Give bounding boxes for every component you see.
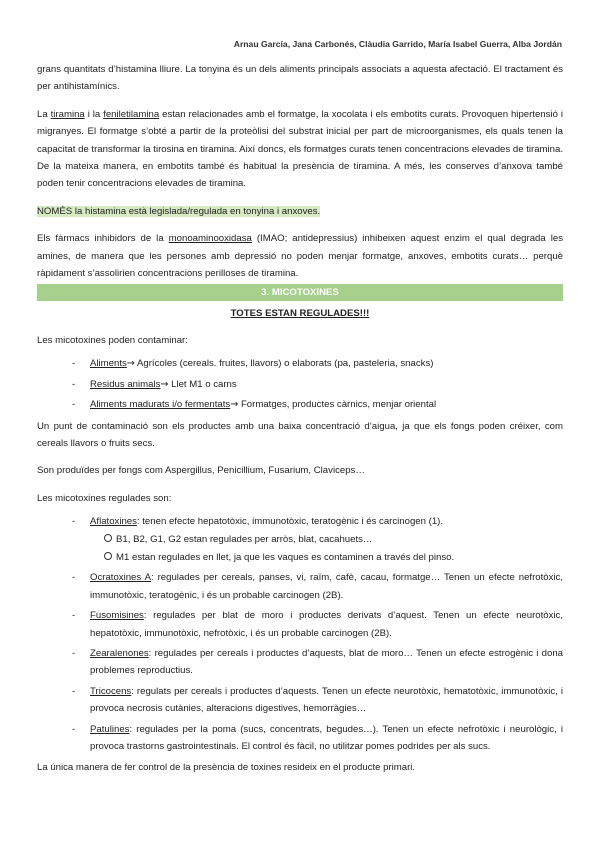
text: La bbox=[37, 108, 51, 120]
list-term: Aliments madurats i/o fermentats bbox=[90, 399, 231, 411]
list-item bbox=[90, 683, 563, 718]
sub-item bbox=[90, 531, 563, 548]
toxin-text: : regulades per la poma (sucs, concentrats, begudes…). Tenen un efecte nefrotòxic i neurològic, i provoca trastorns gastrointestinals. El control és fàcil, no utilitzar pomes podrides per als sucs. bbox=[90, 723, 563, 752]
toxin-name: Tricocens bbox=[90, 685, 132, 697]
toxin-text: : tenen efecte hepatotòxic, immunotòxic, teratogènic i és carcinogen (1). bbox=[136, 516, 444, 528]
toxin-name: Patulines bbox=[90, 723, 130, 735]
paragraph-fungi: Son produïdes per fongs com Aspergillus, Penicillium, Fusarium, Claviceps… bbox=[37, 465, 365, 477]
contamination-list bbox=[37, 355, 563, 413]
toxin-text: : regulades per cereals i productes d’aquests, blat de moro… Tenen un efecte estrogènic i dona problemes reproductius. bbox=[90, 647, 563, 677]
list-item bbox=[90, 396, 563, 413]
highlighted-note: NOMÉS la histamina està legislada/regulada en tonyina i anxoves. bbox=[37, 205, 321, 217]
term-tiramina: tiramina bbox=[50, 108, 85, 120]
paragraph-highlight bbox=[37, 203, 563, 220]
paragraph-water: Un punt de contaminació son els productes amb una baixa concentració d’aigua, ja que els fongs poden créixer, com cereals llavors o fruits secs. bbox=[37, 420, 563, 449]
toxin-text: : regulats per cereals i productes d’aquests. Tenen un efecte neurotòxic, hematotòxic, immunotòxic, i provoca necrosis cutànies, alteracions digestives, hemorràgies… bbox=[90, 685, 563, 715]
paragraph-tyramine bbox=[37, 106, 563, 193]
toxin-text: : regulades per blat de moro i productes derivats d’aquest. Tenen un efecte neurotòxic, hepatotòxic, immunotòxic, nefrotòxic, i és un probable carcinogen (2B). bbox=[90, 610, 563, 639]
toxin-list bbox=[37, 513, 563, 755]
list-item bbox=[90, 721, 563, 756]
list-text: Llet M1 o carns bbox=[168, 378, 237, 390]
toxin-text: : regulades per cereals, panses, vi, raïm, cafè, cacau, formatge… Tenen un efecte nefrotòxic, immunotòxic, teratogènic, i és un probable carcinogen (2B). bbox=[90, 572, 563, 601]
section-heading-micotoxines: 3. MICOTOXINES bbox=[37, 284, 563, 301]
sub-text: M1 estan regulades en llet, ja que les vaques es contaminen a través del pinso. bbox=[116, 551, 455, 563]
list-term: Aliments bbox=[90, 358, 127, 370]
toxin-name: Zearalenones bbox=[90, 647, 149, 659]
text: estan relacionades amb el formatge, la xocolata i els embotits curats. Provoquen hipertensió i migranyes. El formatge s’obté a partir de la proteòlisi del substrat inicial per part de microorganismes, els quals tenen la capacitat de transformar la tirosina en tiramina. Així doncs, els formatges curats tenen concentracions elevades de tiramina. De la mateixa manera, en embotits també és habitual la presència de tiramina. A més, les conserves d’anxova també poden tenir concentracions elevades de tiramina. bbox=[37, 108, 563, 190]
arrow-right-icon: → bbox=[126, 358, 135, 370]
list-item bbox=[90, 513, 563, 566]
list-term: Residus animals bbox=[90, 378, 161, 390]
paragraph-histamine-end: grans quantitats d’histamina lliure. La tonyina és un dels aliments principals associats a aquesta afectació. El tractament és per antihistamínics. bbox=[37, 64, 563, 93]
sub-item bbox=[90, 549, 563, 566]
circle-bullet-icon bbox=[104, 552, 112, 560]
arrow-right-icon: → bbox=[230, 399, 239, 411]
subtitle-regulated: TOTES ESTAN REGULADES!!! bbox=[230, 308, 370, 320]
list-item bbox=[90, 355, 563, 372]
text: (IMAO; antidepressius) inhibeixen aquest enzim el qual degrada les amines, de manera que les persones amb depressió no poden menjar formatge, anxoves, embotits curats… perquè ràpidament s’assolirien concentracions perilloses de tiramina. bbox=[37, 233, 563, 280]
list-item bbox=[90, 645, 563, 680]
term-monoaminooxidasa: monoaminooxidasa bbox=[168, 233, 252, 245]
list-item bbox=[90, 607, 563, 642]
toxin-name: Ocratoxines A bbox=[90, 572, 151, 584]
list-item bbox=[90, 569, 563, 604]
list-text: Formatges, productes càrnics, menjar oriental bbox=[238, 399, 437, 411]
arrow-right-icon: → bbox=[160, 378, 169, 390]
term-feniletilamina: feniletilamina bbox=[103, 108, 160, 120]
list-item bbox=[90, 376, 563, 393]
text: i la bbox=[84, 108, 104, 120]
page-header-authors: Arnau García, Jana Carbonés, Clàudia Garrido, María Isabel Guerra, Alba Jordán bbox=[233, 39, 562, 49]
paragraph-intro: Les micotoxines poden contaminar: bbox=[37, 334, 188, 346]
paragraph-imao bbox=[37, 230, 563, 282]
paragraph-control: La única manera de fer control de la presència de toxines resideix en el producte primari. bbox=[37, 762, 416, 774]
paragraph-regulated-intro: Les micotoxines regulades son: bbox=[37, 492, 172, 504]
circle-bullet-icon bbox=[104, 534, 112, 542]
toxin-name: Aflatoxines bbox=[90, 516, 137, 528]
sub-text: B1, B2, G1, G2 estan regulades per arròs, blat, cacahuets… bbox=[116, 533, 373, 545]
list-text: Agrícoles (cereals. fruites, llavors) o elaborats (pa, pasteleria, snacks) bbox=[134, 358, 434, 370]
document-body bbox=[37, 61, 563, 787]
text: Els fàrmacs inhibidors de la bbox=[37, 233, 169, 245]
toxin-name: Fusomisines bbox=[90, 610, 144, 622]
